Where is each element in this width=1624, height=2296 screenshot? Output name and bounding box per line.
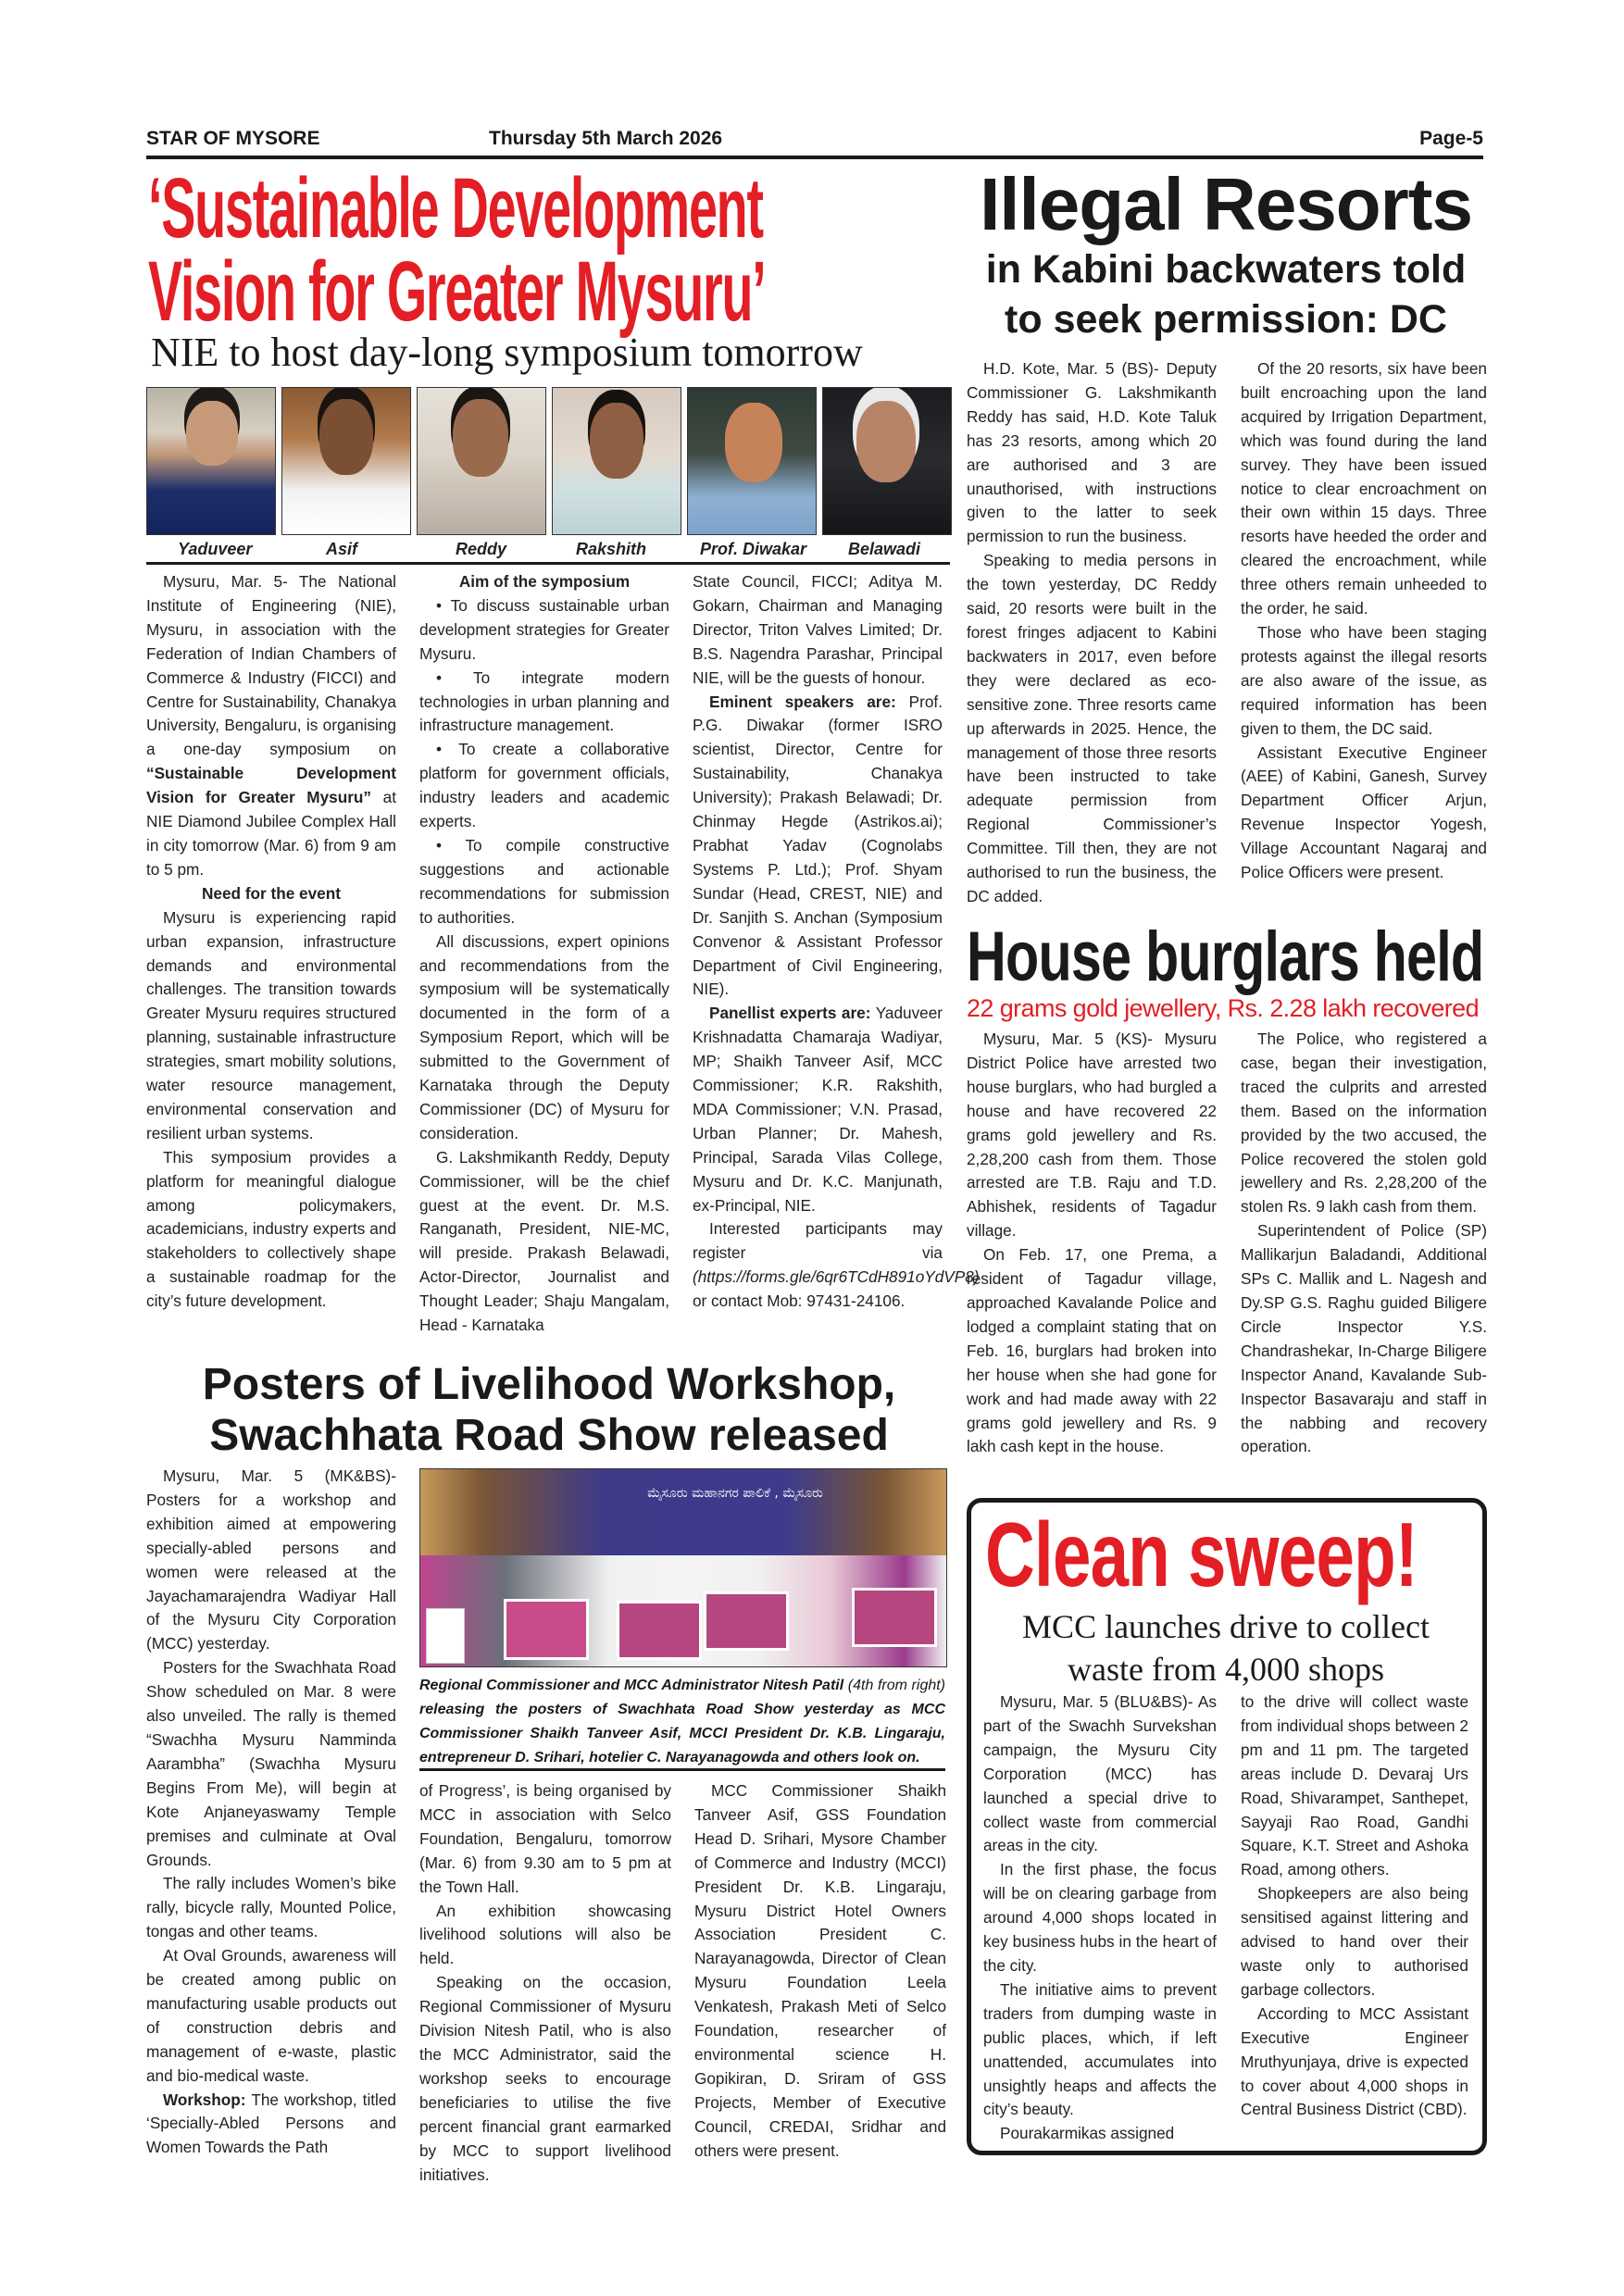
resorts-col-2: Of the 20 resorts, six have been built encroaching upon the land acquired by Irrigation Department, which was found during the land survey. They have been issued notice to clear encroachment on their own within 15 days. Three resorts have heeded the order and cleared the encroachment, while three others remain unheeded to the order, he said. Those who have been staging protests against the illegal resorts are also aware of the issue, as required information has been given to them, the DC said. Assistant Executive Engineer (AEE) of Kabini, Ganesh, Survey Department Officer Arjun, Revenue Inspector Yogesh, Village Accountant Nagaraj and Police Officers were present. (1241, 359, 1487, 882)
clean-sweep-subhead: MCC launches drive to collect waste from 4,000 shops (1022, 1608, 1430, 1688)
clean-sweep-headline: Clean sweep! (985, 1504, 1418, 1605)
resorts-headline-line1: Illegal Resorts (980, 163, 1472, 245)
posters-col-1: Mysuru, Mar. 5 (MK&BS)- Posters for a workshop and exhibition aimed at empowering specially-abled persons and women were released at the Jayachamarajendra Wadiyar Hall of the Mysuru City Corporation (MCC) yesterday. Posters for the Swachhata Road Show scheduled on Mar. 8 were also unveiled. The rally is themed “Swachha Mysuru Namminda Aarambha” (Swachha Mysuru Begins From Me), will begin at Kote Anjaneyaswamy Temple premises and culminate at Oval Grounds. The rally includes Women’s bike rally, bicycle rally, Mounted Police, tongas and other teams. At Oval Grounds, awareness will be created among public on manufacturing usable products out of construction debris and management of e-waste, plastic and bio-medical waste. Workshop: The workshop, titled ‘Specially-Abled Persons and Women Towards the Path (146, 1466, 396, 2157)
symposium-headline (148, 161, 963, 339)
portrait-rakshith (552, 387, 681, 535)
symposium-headline-line1: ‘Sustainable Development (148, 161, 763, 256)
caption-rule (419, 1768, 945, 1771)
symposium-headline-line2: Vision for Greater Mysuru’ (148, 244, 766, 339)
portrait-name: Belawadi (848, 540, 921, 558)
portrait-yaduveer (146, 387, 276, 535)
portrait-name: Yaduveer (178, 540, 253, 558)
resorts-col-1: H.D. Kote, Mar. 5 (BS)- Deputy Commissioner G. Lakshmikanth Reddy has said, H.D. Kote Taluk has 23 resorts, among which 20 are authorised and 3 are unauthorised, with instructions given to the latter to seek permission to run the business. Speaking to media persons in the town yesterday, DC Reddy said, 20 resorts were built in the forest fringes adjacent to Kabini backwaters in 2017, even before they were declared as eco-sensitive zone. Three resorts came up afterwards in 2025. Hence, the management of those three resorts have been instructed to take adequate permission from Regional Commissioner’s Committee. Till then, they are not authorised to run the business, the DC added. (967, 359, 1217, 905)
portrait-diwakar (687, 387, 817, 535)
issue-date: Thursday 5th March 2026 (489, 128, 723, 149)
resorts-headline-line3: to seek permission: DC (1005, 297, 1447, 342)
burglars-col-1: Mysuru, Mar. 5 (KS)- Mysuru District Police have arrested two house burglars, who had burgled a house and have recovered 22 grams gold jewellery and Rs. 2,28,200 cash from them. Those arrested are T.B. Raju and T.D. Abhishek, residents of Tagadur village. On Feb. 17, one Prema, a resident of Tagadur village, approached Kavalande Police and lodged a complaint stating that on Feb. 16, burglars had broken into her house when she had gone for work and had made away with 22 grams gold jewellery and Rs. 9 lakh cash kept in the house. (967, 1029, 1217, 1456)
portrait-rule (146, 562, 950, 565)
portrait-reddy (417, 387, 546, 535)
subhead-need: Need for the event (202, 883, 341, 903)
symposium-subhead: NIE to host day-long symposium tomorrow (151, 330, 863, 375)
subhead-aim: Aim of the symposium (458, 572, 631, 591)
portrait-belawadi (822, 387, 952, 535)
event-photo-caption: Regional Commissioner and MCC Administrator Nitesh Patil (4th from right) releasing the posters of Swachhata Road Show yesterday as MCC Commissioner Shaikh Tanveer Asif, MCCI President Dr. K.B. Lingaraju, entrepreneur D. Srihari, hotelier C. Narayanagowda and others look on. (419, 1678, 946, 1766)
symposium-col-3: State Council, FICCI; Aditya M. Gokarn, Chairman and Managing Director, Triton Valves Limited; Dr. B.S. Nagendra Parashar, Principal NIE, will be the guests of honour. Eminent speakers are: Prof. P.G. Diwakar (former ISRO scientist, Director, Centre for Sustainability, Chanakya University); Prakash Belawadi; Dr. Chinmay Hegde (Astrikos.ai); Prabhat Yadav (Cognolabs Systems P. Ltd.); Prof. Shyam Sundar (Head, CREST, NIE) and Dr. Sanjith S. Anchan (Symposium Convenor & Assistant Professor Department of Civil Engineering, NIE). Panellist experts are: Yaduveer Krishnadatta Chamaraja Wadiyar, MP; Shaikh Tanveer Asif, MCC Commissioner; K.R. Rakshith, MDA Commissioner; V.N. Prasad, Urban Planner; Dr. Mahesh, Principal, Sarada Vilas College, Mysuru and Dr. K.C. Manjunath, ex-Principal, NIE. Interested participants may register via (https://forms.gle/6qr6TCdH891oYdVP8) or contact Mob: 97431-24106. (693, 572, 980, 1311)
masthead (146, 128, 1483, 156)
portrait-name: Rakshith (576, 540, 647, 558)
portrait-name: Reddy (456, 540, 507, 558)
portrait-strip (146, 387, 950, 537)
posters-col-2: of Progress’, is being organised by MCC in association with Selco Foundation, Bengaluru, tomorrow (Mar. 6) from 9.30 am to 5 pm at the Town Hall. An exhibition showcasing livelihood solutions will also be held. Speaking on the occasion, Regional Commissioner of Mysuru Division Nitesh Patil, who is also the MCC Administrator, said the workshop seeks to encourage beneficiaries to utilise the five percent financial grant earmarked by MCC to support livelihood initiatives. (419, 1781, 671, 2184)
burglars-headline: House burglars held (967, 917, 1484, 996)
photo-banner-text: ಮೈಸೂರು ಮಹಾನಗರ ಪಾಲಿಕೆ , ಮೈಸೂರು (647, 1486, 823, 1501)
posters-headline: Posters of Livelihood Workshop, Swachhata Road Show released (202, 1360, 896, 1460)
posters-col-3: MCC Commissioner Shaikh Tanveer Asif, GSS Foundation Head D. Srihari, Mysore Chamber of Commerce and Industry (MCCI) President Dr. K.B. Lingaraju, Mysuru District Hotel Owners Association President C. Narayanagowda, Director of Clean Mysuru Foundation Leela Venkatesh, Prakash Meti of Selco Foundation, researcher of environmental science H. Gopikiran, D. Sriram of GSS Projects, Member of Executive Council, CREDAI, Sridhar and others were present. (694, 1781, 946, 2160)
page-number: Page-5 (1419, 128, 1483, 149)
resorts-headline (967, 165, 1485, 344)
clean-sweep-col-1: Mysuru, Mar. 5 (BLU&BS)- As part of the Swachh Survekshan campaign, the Mysuru City Corporation (MCC) has launched a special drive to collect waste from commercial areas in the city. In the first phase, the focus will be on clearing garbage from around 4,000 shops located in key business hubs in the heart of the city. The initiative aims to prevent traders from dumping waste in public places, which, if left unattended, accumulates into unsightly heaps and affects the city’s beauty. Pourakarmikas assigned (983, 1692, 1217, 2143)
clean-sweep-col-2: to the drive will collect waste from individual shops between 2 pm and 11 pm. The targeted areas include D. Devaraj Urs Road, Shivarampet, Santhepet, Sayyaji Rao Road, Gandhi Square, K.T. Street and Ashoka Road, among others. Shopkeepers are also being sensitised against littering and advised to hand over their waste only to authorised garbage collectors. According to MCC Assistant Executive Engineer Mruthyunjaya, drive is expected to cover about 4,000 shops in Central Business District (CBD). (1241, 1692, 1468, 2119)
symposium-col-1: Mysuru, Mar. 5- The National Institute of Engineering (NIE), Mysuru, in association with the Federation of Indian Chambers of Commerce & Industry (FICCI) and Centre for Sustainability, Chanakya University, Bengaluru, is organising a one-day symposium on “Sustainable Development Vision for Greater Mysuru” at NIE Diamond Jubilee Complex Hall in city tomorrow (Mar. 6) from 9 am to 5 pm. Need for the event Mysuru is experiencing rapid urban expansion, infrastructure demands and environmental challenges. The transition towards Greater Mysuru requires structured planning, sustainable infrastructure strategies, smart mobility solutions, water resource management, environmental conservation and resilient urban systems. This symposium provides a platform for meaningful dialogue among policymakers, academicians, industry experts and stakeholders to collectively shape a sustainable roadmap for the city’s future development. (146, 572, 397, 1311)
event-photo (419, 1468, 947, 1667)
portrait-asif (281, 387, 411, 535)
masthead-rule (146, 156, 1483, 159)
registration-link[interactable]: (https://forms.gle/6qr6TCdH891oYdVP8) (693, 1267, 980, 1287)
resorts-headline-line2: in Kabini backwaters told (985, 247, 1467, 292)
burglars-col-2: The Police, who registered a case, began their investigation, traced the culprits and arrested them. Based on the information provided by the two accused, the Police recovered the stolen gold jewellery and Rs. 2,28,200 of the stolen Rs. 9 lakh cash from them. Superintendent of Police (SP) Mallikarjun Baladandi, Additional SPs C. Mallik and L. Nagesh and Dy.SP G.S. Raghu guided Biligere Circle Inspector Y.S. Chandrashekar, In-Charge Biligere Inspector Anand, Kavalande Sub-Inspector Basavaraju and staff in the nabbing and recovery operation. (1241, 1029, 1487, 1456)
burglars-subhead: 22 grams gold jewellery, Rs. 2.28 lakh recovered (967, 994, 1479, 1022)
publication-name: STAR OF MYSORE (146, 128, 320, 149)
symposium-col-2: Aim of the symposium • To discuss sustainable urban development strategies for Greater Mysuru. • To integrate modern technologies in urban planning and infrastructure management. • To create a collaborative platform for government officials, industry leaders and academic experts. • To compile constructive suggestions and actionable recommendations for submission to authorities. All discussions, expert opinions and recommendations from the symposium will be systematically documented in the form of a Symposium Report, which will be submitted to the Government of Karnataka through the Deputy Commissioner (DC) of Mysuru for consideration. G. Lakshmikanth Reddy, Deputy Commissioner, will be the chief guest at the event. Dr. M.S. Ranganath, President, NIE-MC, will preside. Prakash Belawadi, Actor-Director, Journalist and Thought Leader; Shaju Mangalam, Head - Karnataka (419, 572, 669, 1335)
portrait-name: Prof. Diwakar (700, 540, 807, 558)
portrait-name: Asif (326, 540, 358, 558)
portrait-names (146, 540, 950, 562)
